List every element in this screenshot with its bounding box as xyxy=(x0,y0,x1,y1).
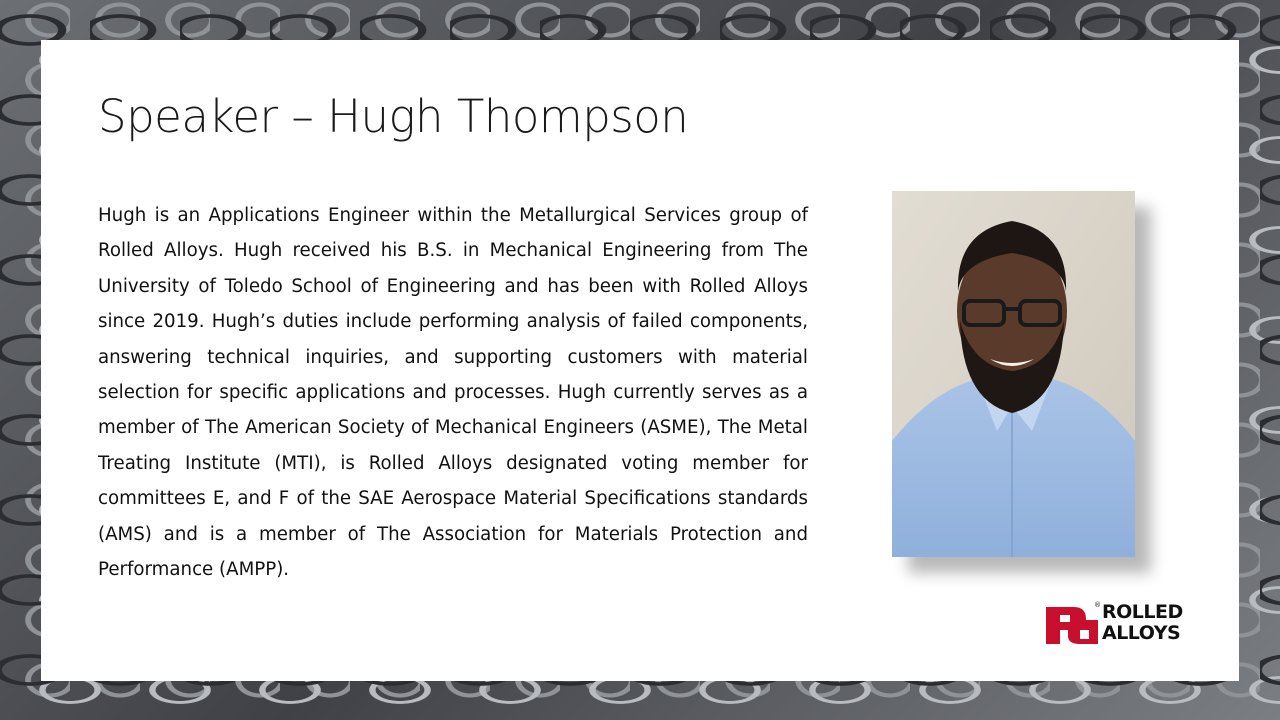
logo-line-1: ROLLED xyxy=(1102,601,1183,623)
logo-wordmark xyxy=(1102,602,1183,644)
speaker-portrait-image xyxy=(892,191,1135,557)
speaker-photo xyxy=(892,191,1135,557)
logo-registered-mark: ® xyxy=(1094,601,1101,609)
rolled-alloys-logo xyxy=(1046,603,1206,647)
slide xyxy=(41,40,1239,681)
speaker-bio: Hugh is an Applications Engineer within the Metallurgical Services group of Rolled Alloys. Hugh received his B.S. in Mechanical Engineering from The University of Toledo School of Engineering and has been with Rolled Alloys since 2019. Hugh’s duties include performing analysis of failed components, answering technical inquiries, and supporting customers with material selection for specific applications and processes. Hugh currently serves as a member of The American Society of Mechanical Engineers (ASME), The Metal Treating Institute (MTI), is Rolled Alloys designated voting member for committees E, and F of the SAE Aerospace Material Specifications standards (AMS) and is a member of The Association for Materials Protection and Performance (AMPP). xyxy=(98,205,808,581)
logo-line-2: ALLOYS xyxy=(1102,622,1181,644)
slide-title: Speaker – Hugh Thompson xyxy=(98,90,689,143)
ra-logo-mark-icon xyxy=(1046,603,1100,644)
